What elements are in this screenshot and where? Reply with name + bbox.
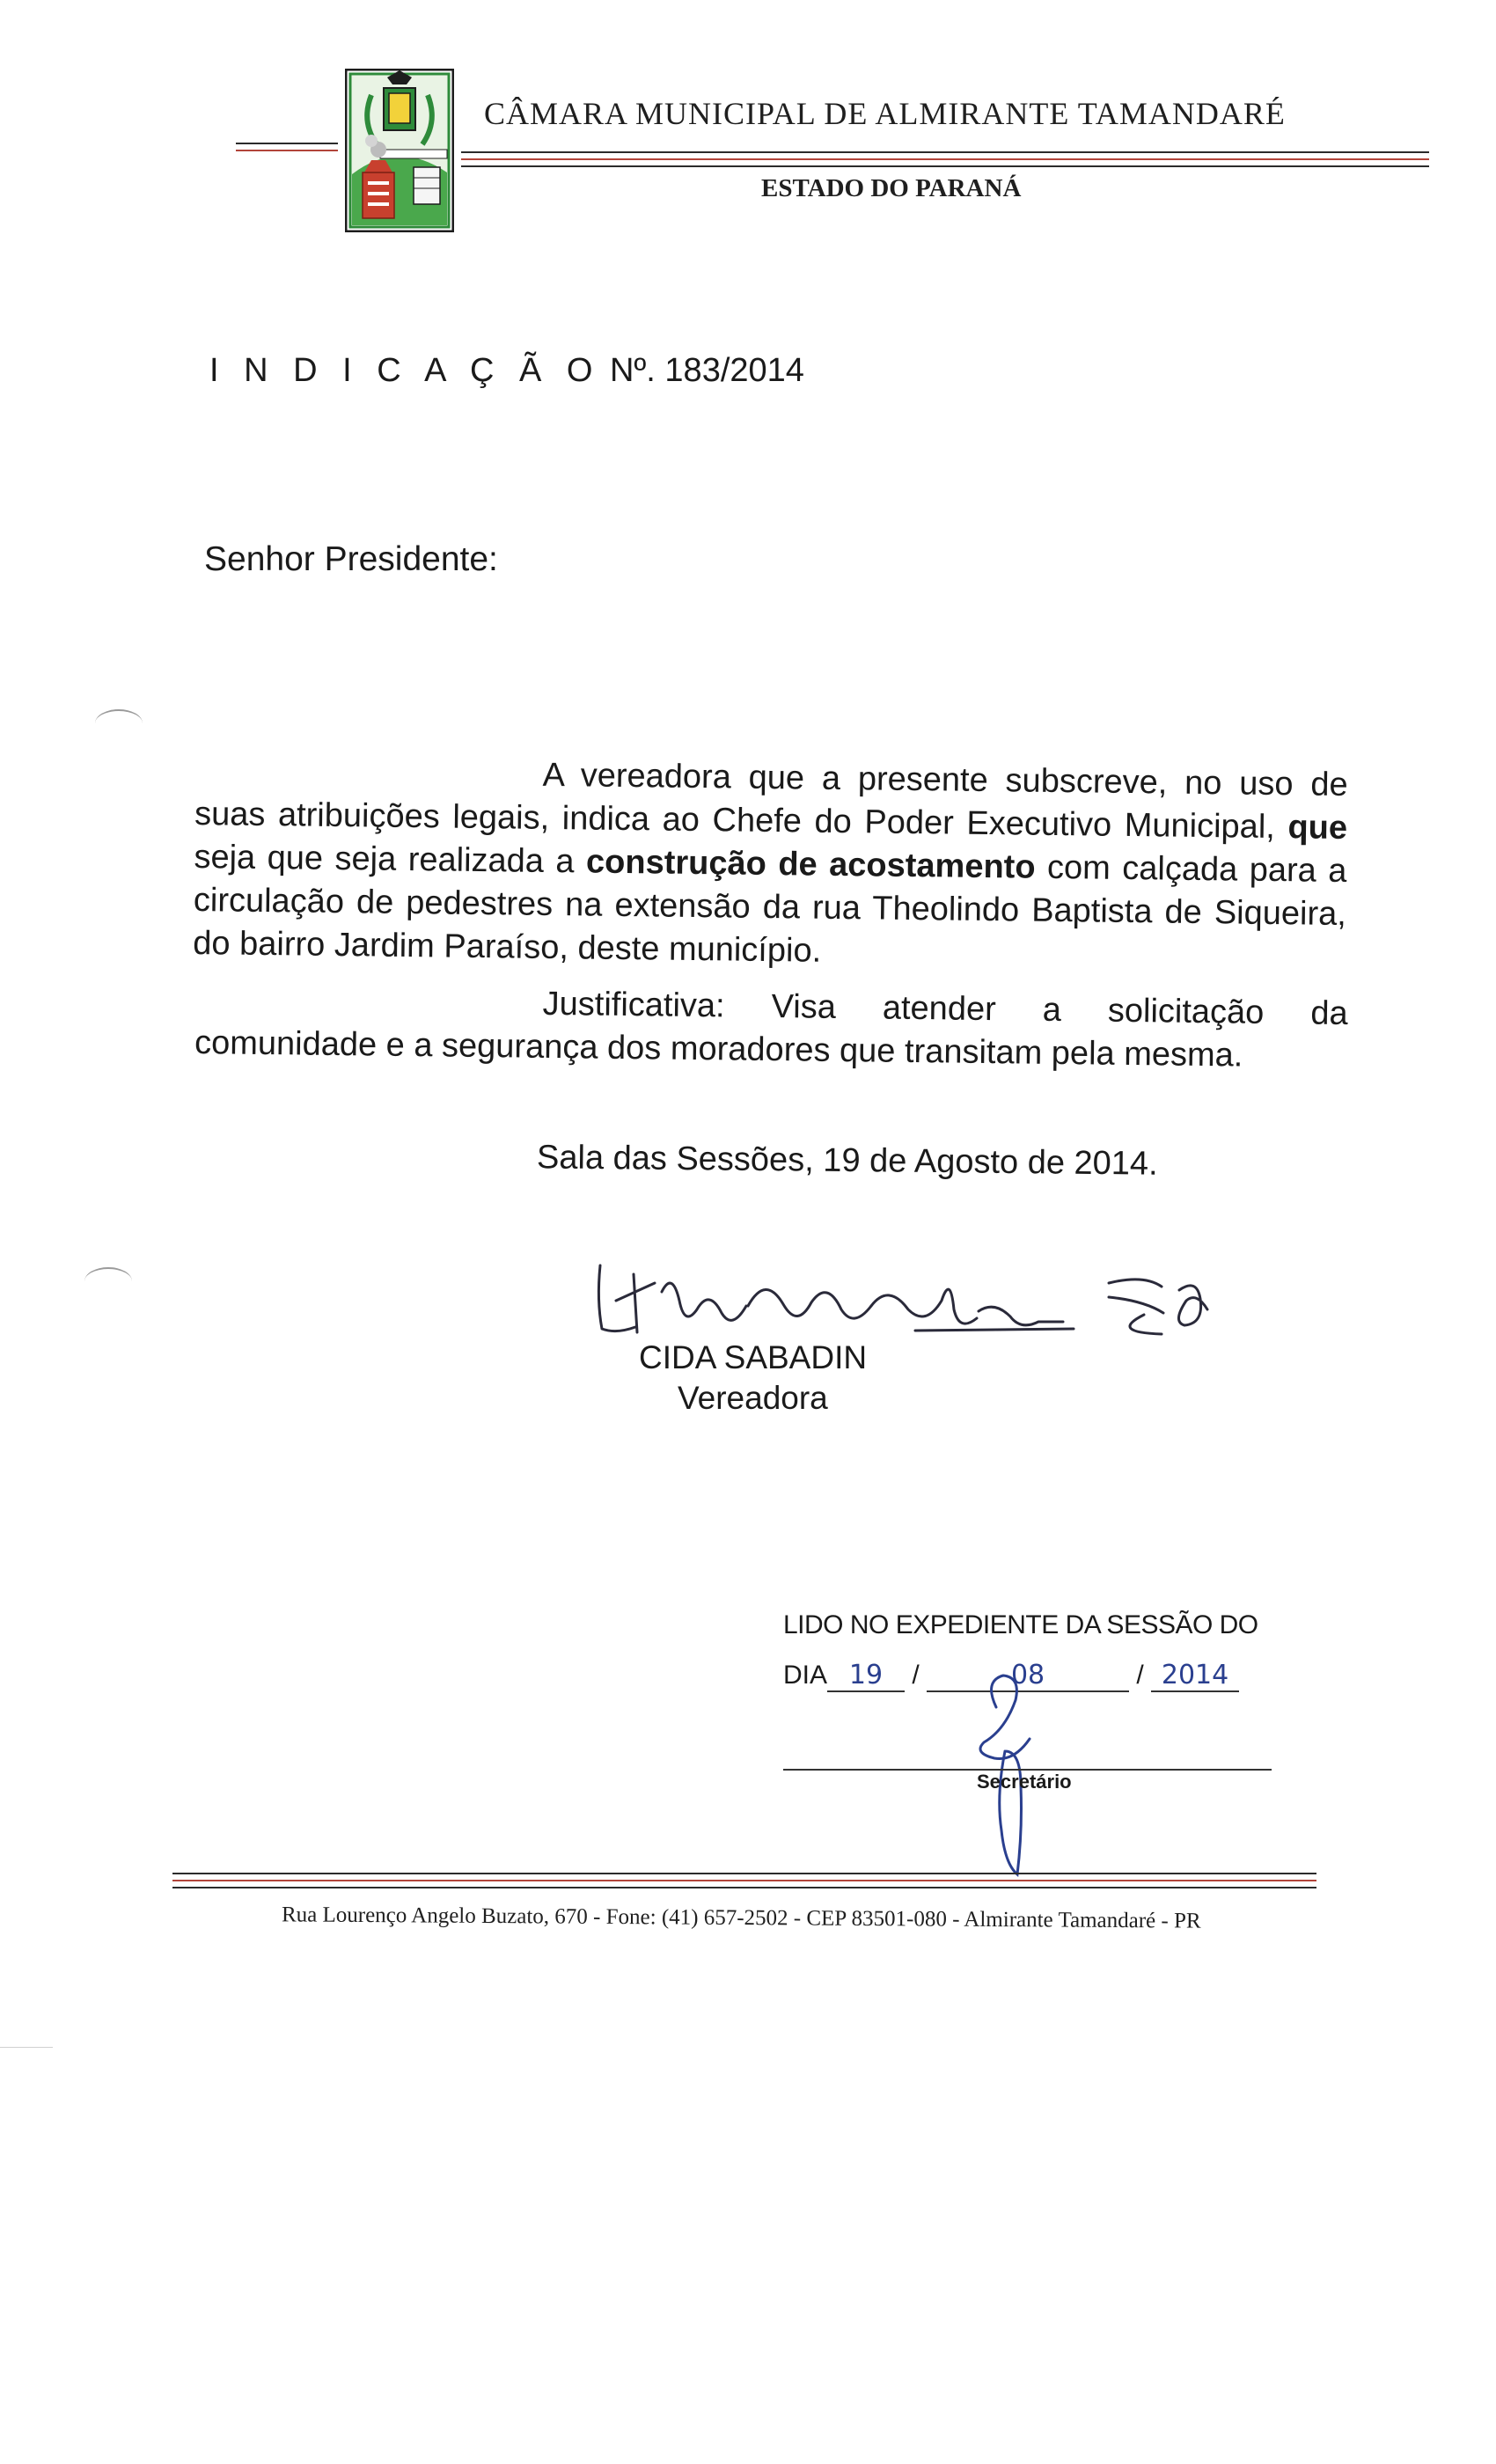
header-rule-bottom-right <box>461 165 1429 167</box>
secretary-label: Secretário <box>977 1771 1072 1793</box>
document-type-label: I N D I C A Ç Ã O <box>209 352 601 389</box>
stamp-day: 19 <box>827 1660 905 1692</box>
signer-role: Vereadora <box>678 1380 828 1416</box>
punch-hole-mark-lower <box>84 1267 132 1295</box>
footer-rule-dark-2 <box>172 1887 1316 1888</box>
handwritten-signature <box>581 1248 1214 1353</box>
municipal-crest-icon <box>345 69 454 232</box>
stamp-year: 2014 <box>1151 1660 1239 1692</box>
body-paragraph-1 <box>193 750 1348 979</box>
scan-edge-mark <box>0 2047 53 2048</box>
stamp-month: 08 <box>927 1660 1129 1692</box>
justification-text: Justificativa: Visa atender a solicitação da comunidade e a segurança dos moradores que transitam pela mesma. <box>194 985 1348 1074</box>
signer-name: CIDA SABADIN <box>639 1339 868 1375</box>
greeting: Senhor Presidente: <box>204 540 498 578</box>
footer-address: Rua Lourenço Angelo Buzato, 670 - Fone: (41) 657-2502 - CEP 83501-080 - Almirante Tamandaré - PR <box>281 1903 1201 1933</box>
stamp-title: LIDO NO EXPEDIENTE DA SESSÃO DO <box>783 1610 1258 1639</box>
header-subtitle: ESTADO DO PARANÁ <box>761 174 1022 202</box>
punch-hole-mark-upper <box>95 709 143 737</box>
para1-part2: seja que seja realizada a <box>194 838 575 881</box>
stamp-dia-label: DIA <box>783 1661 828 1690</box>
document-number-label: Nº. <box>609 352 656 389</box>
footer-rule-dark-1 <box>172 1873 1316 1874</box>
footer-rule-red <box>172 1880 1316 1881</box>
body-paragraph-2 <box>194 979 1348 1079</box>
para1-bold1: que <box>1287 809 1348 847</box>
header-rule-red-right <box>461 158 1429 160</box>
para1-part1: A vereadora que a presente subscreve, no uso de suas atribuições legais, indica ao Chefe do Poder Executivo Municipal, <box>194 756 1348 846</box>
stamp-date-row: DIA 19 / 08 / 2014 <box>783 1660 1239 1692</box>
place-date: Sala das Sessões, 19 de Agosto de 2014. <box>536 1139 1158 1183</box>
header-title: CÂMARA MUNICIPAL DE ALMIRANTE TAMANDARÉ <box>484 96 1286 131</box>
header-rule-top-left <box>236 143 338 144</box>
para1-part3: com calçada para a circulação de pedestres na extensão da rua Theolindo Baptista de Siqueira, do bairro Jardim Paraíso, deste município. <box>193 848 1347 970</box>
para1-bold2: construção de acostamento <box>585 843 1036 886</box>
header-rule-red-left <box>236 150 338 151</box>
document-number: 183/2014 <box>664 352 804 389</box>
header-rule-top-right <box>461 151 1429 153</box>
document-number-line <box>209 352 804 390</box>
